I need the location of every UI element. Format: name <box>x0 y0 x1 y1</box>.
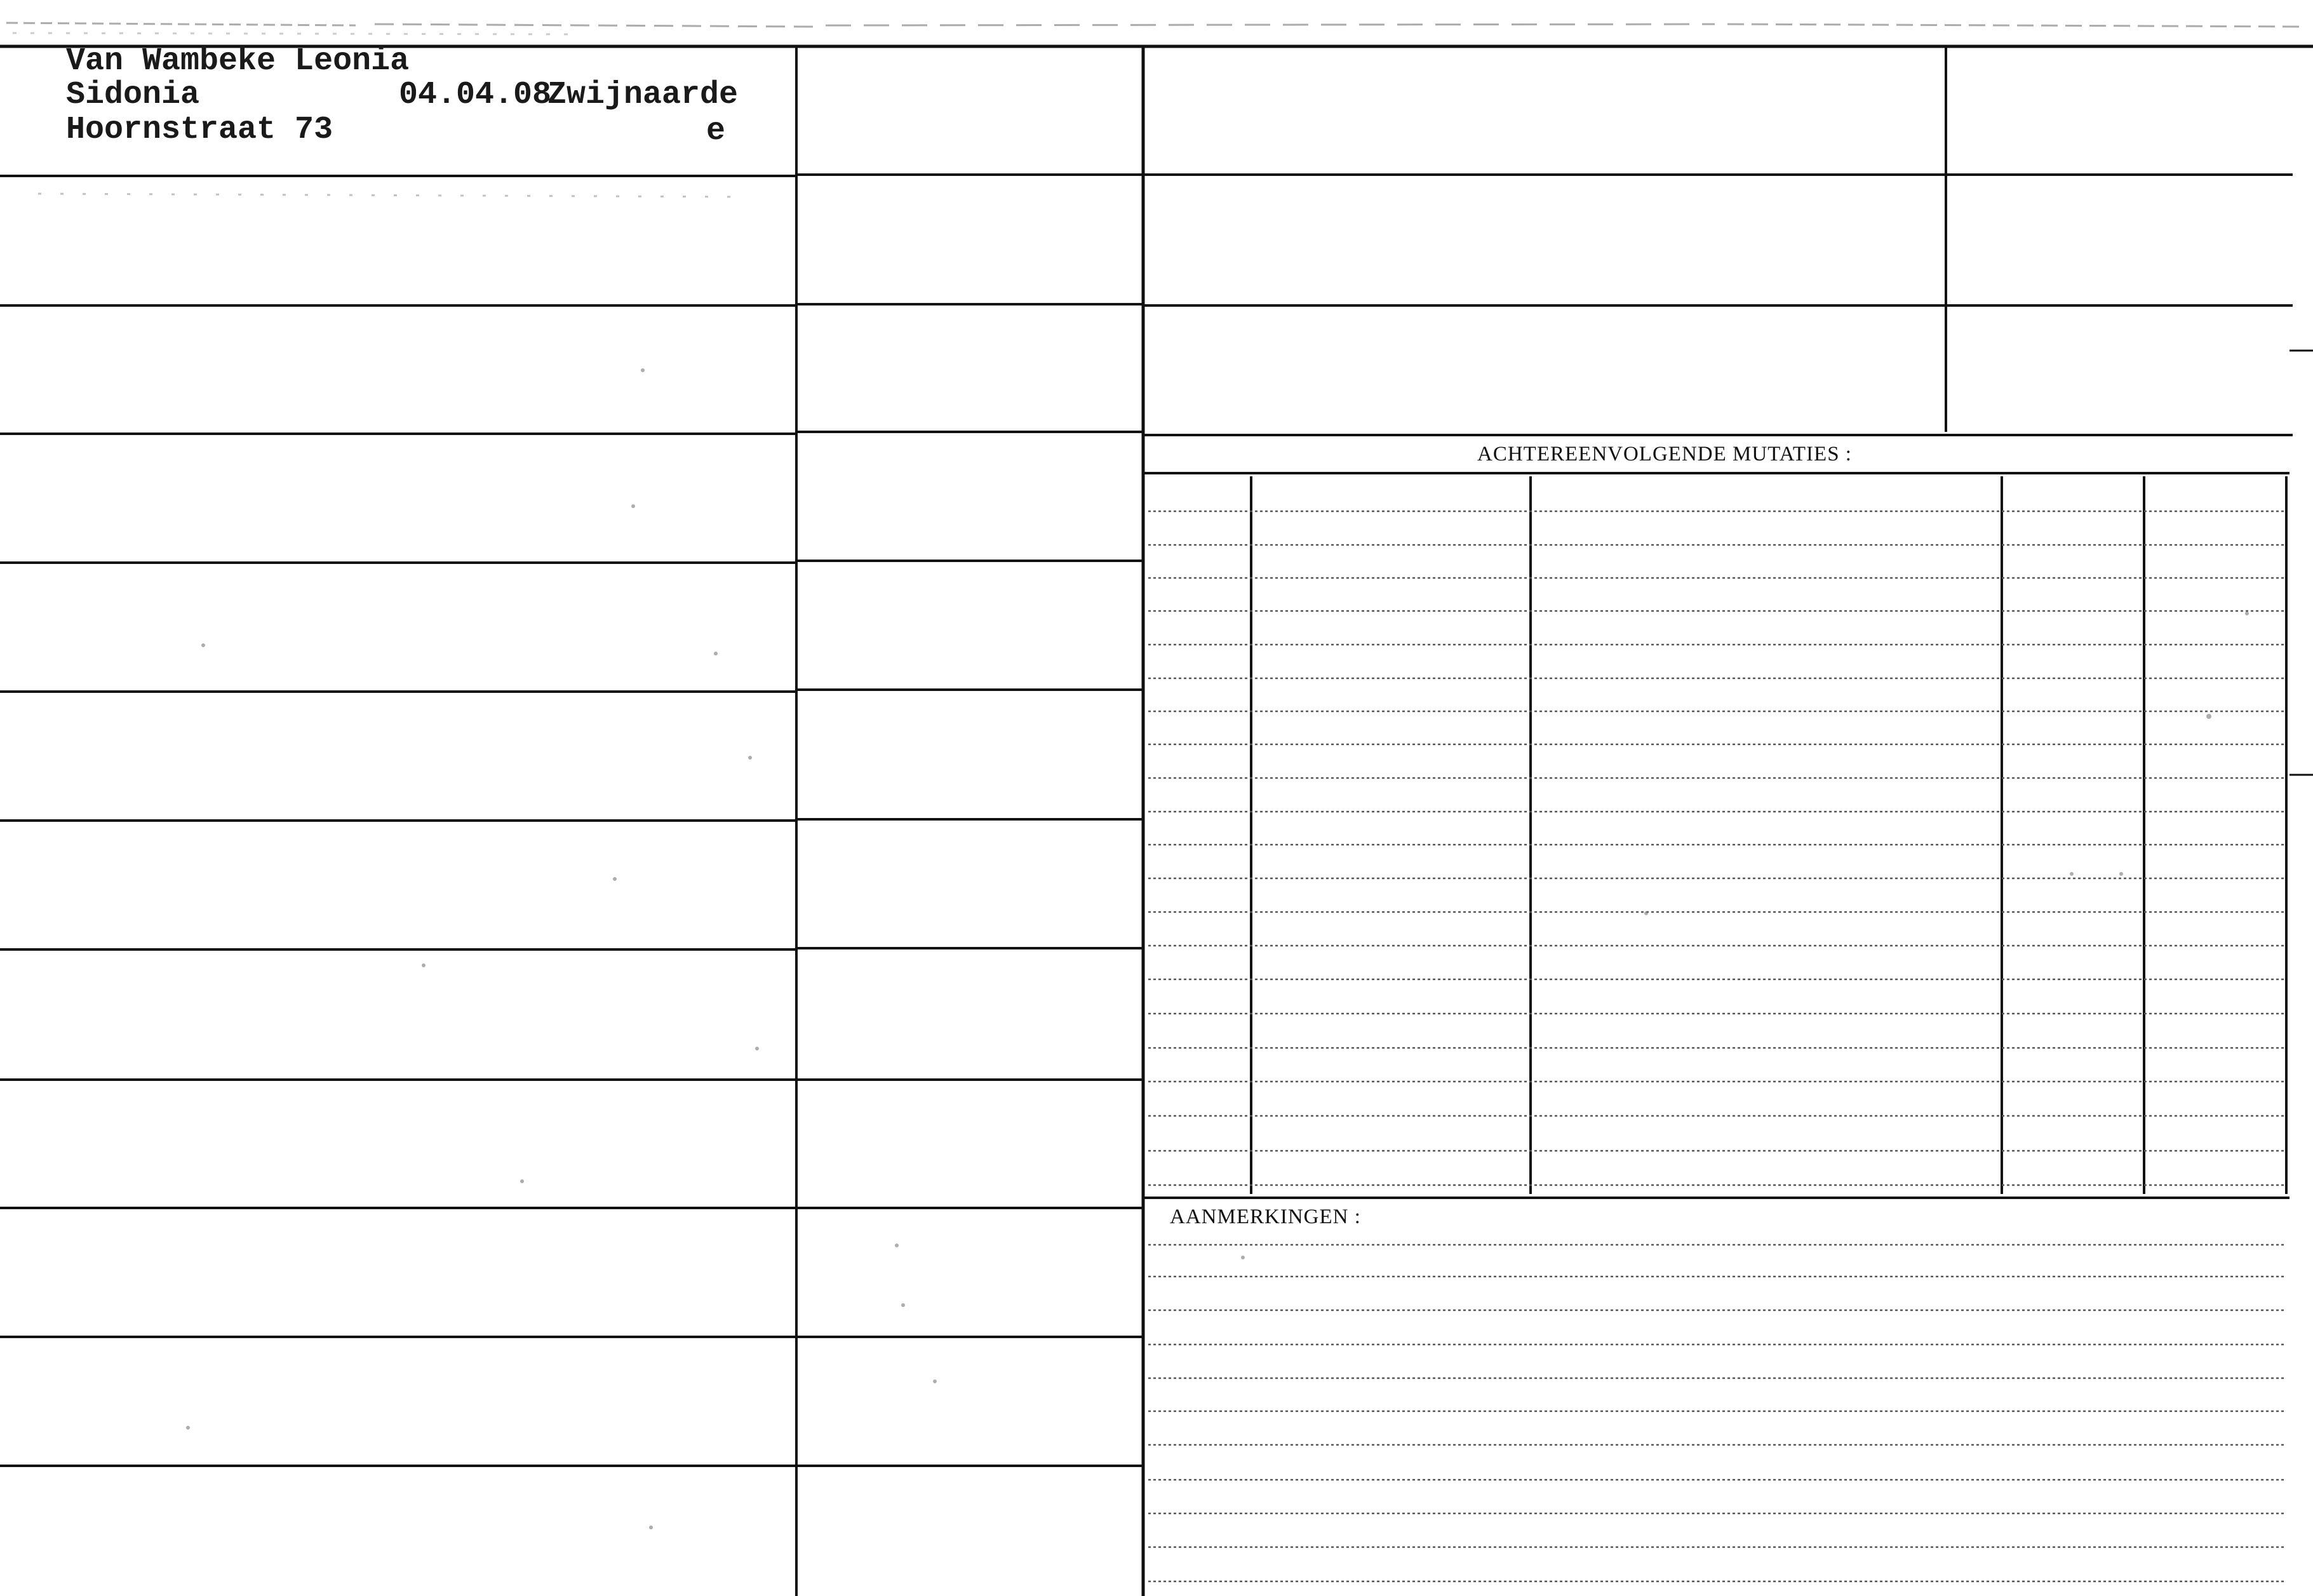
entry-name-line1: Van Wambeke Leonia <box>66 43 410 79</box>
scan-noise-row2 <box>38 194 749 197</box>
entry-address: Hoornstraat 73 <box>66 112 333 148</box>
entry-birth-place: Zwijnaarde <box>547 77 739 113</box>
entry-name-line2: Sidonia <box>66 77 200 113</box>
edge-ticks <box>2290 351 2313 775</box>
mutations-dotted-rows <box>1148 511 2286 1185</box>
entry-birth-date: 04.04.08 <box>399 77 552 113</box>
remarks-header: AANMERKINGEN : <box>1170 1205 1361 1228</box>
middle-column-rules <box>796 175 1143 1466</box>
left-block-rules <box>0 176 796 1466</box>
remarks-dotted-rows <box>1148 1245 2286 1581</box>
top-right-rules <box>1143 175 2293 435</box>
entry-suffix: e <box>706 113 726 149</box>
mutations-header: ACHTEREENVOLGENDE MUTATIES : <box>1477 443 1852 466</box>
mutations-table-frame <box>1143 473 2290 1198</box>
scan-noise-top <box>6 23 2305 34</box>
